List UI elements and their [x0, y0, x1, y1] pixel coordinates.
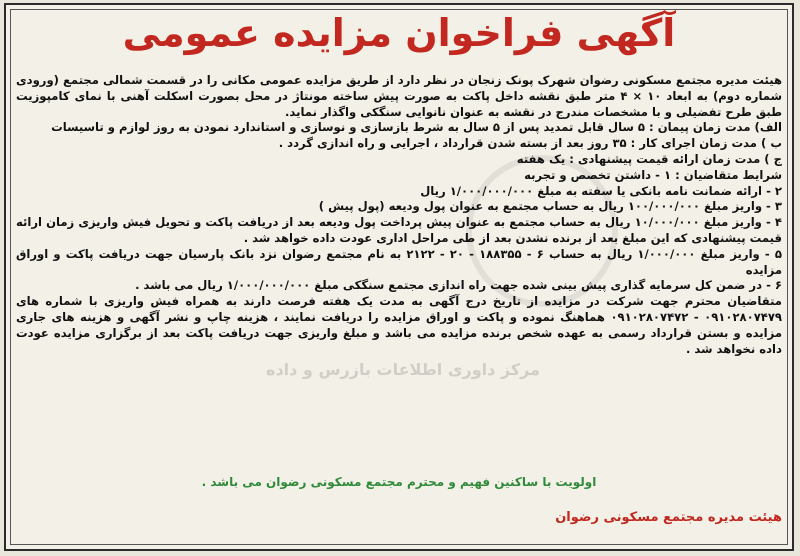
condition-2: ۲ - ارائه ضمانت نامه بانکی یا سفته به مبلغ ۱/۰۰۰/۰۰۰/۰۰۰ ریال [420, 183, 782, 198]
condition-3: ۳ - واریز مبلغ ۱۰۰/۰۰۰/۰۰۰ ریال به حساب مجتمع به عنوان پول ودیعه (پول پیش ) [318, 199, 782, 214]
condition-4: ۴ - واریز مبلغ ۱۰/۰۰۰/۰۰۰ ریال به حساب مجتمع به عنوان پیش پرداخت پول ودیعه بعد از دریافت پاکت و تحویل فیش واریزی زمان ارائه قیمت پیشنهادی که این مبلغ بعد از برنده نشدن بعد از طی مراحل اداری عودت داده خواهد شد . [16, 215, 782, 245]
condition-6: ۶ - در ضمن کل سرمایه گذاری پیش بینی شده جهت راه اندازی مجتمع سنگکی مبلغ ۱/۰۰۰/۰۰۰/۰۰۰ ریال می باشد . [135, 278, 782, 293]
intro-paragraph: هیئت مدیره مجتمع مسکونی رضوان شهرک پونک زنجان در نظر دارد از طریق مزایده عمومی مکانی را در قسمت شمالی مجتمع (ورودی شماره دوم) به ابعاد ۱۰ × ۴ متر طبق نقشه داخل پاکت به صورت پیش ساخته مونتاژ در محل بصورت اسکلت آهنی با نمای کامپوزیت طبق طرح تفضیلی و با مشخصات مندرج در نقشه به عنوان نانوایی سنگکی واگذار نماید. [16, 73, 782, 119]
closing-paragraph: متقاضیان محترم جهت شرکت در مزایده از تاریخ درج آگهی به مدت یک هفته فرصت دارند به همراه فیش واریزی با شماره های ۰۹۱۰۲۸۰۷۴۷۹ - ۰۹۱۰۲۸۰۷۴۷۲ هماهنگ نموده و پاکت و اوراق مزایده را دریافت نمایند ، هزینه چاپ و نشر آگهی و هزینه های جاری مزایده و بستن قرارداد رسمی به عهده شخص برنده مزایده می باشد و مبلغ واریزی جهت دریافت پاکت بعد از برگزاری مزایده عودت داده نخواهد شد . [16, 294, 782, 356]
advertisement-sheet [4, 3, 794, 551]
item-a: الف) مدت زمان پیمان : ۵ سال قابل تمدید پس از ۵ سال به شرط بازسازی و نوسازی و استاندارد نمودن به روز لوازم و تاسیسات [51, 120, 782, 135]
condition-5: ۵ - واریز مبلغ ۱/۰۰۰/۰۰۰ ریال به حساب ۶ - ۱۸۸۳۵۵ - ۲۰ - ۲۱۲۲ به نام مجتمع رضوان نزد بانک پارسیان جهت دریافت پاکت و اوراق مزایده [16, 246, 782, 277]
advertisement-body [16, 73, 782, 357]
item-c: ج ) مدت زمان ارائه قیمت پیشنهادی : یک هفته [516, 151, 782, 166]
signature: هیئت مدیره مجتمع مسکونی رضوان [555, 510, 782, 525]
page-title: آگهی فراخوان مزایده عمومی [122, 11, 676, 55]
condition-1: شرایط متقاضیان : ۱ - داشتن تخصص و تجربه [524, 167, 782, 182]
priority-note: اولویت با ساکنین فهیم و محترم مجتمع مسکونی رضوان می باشد . [201, 475, 597, 489]
item-b: ب ) مدت زمان اجرای کار : ۳۵ روز بعد از بسته شدن قرارداد ، اجرایی و راه اندازی گردد . [278, 136, 782, 151]
watermark-text: مرکز داوری اطلاعات بازرس و داده [266, 360, 541, 379]
